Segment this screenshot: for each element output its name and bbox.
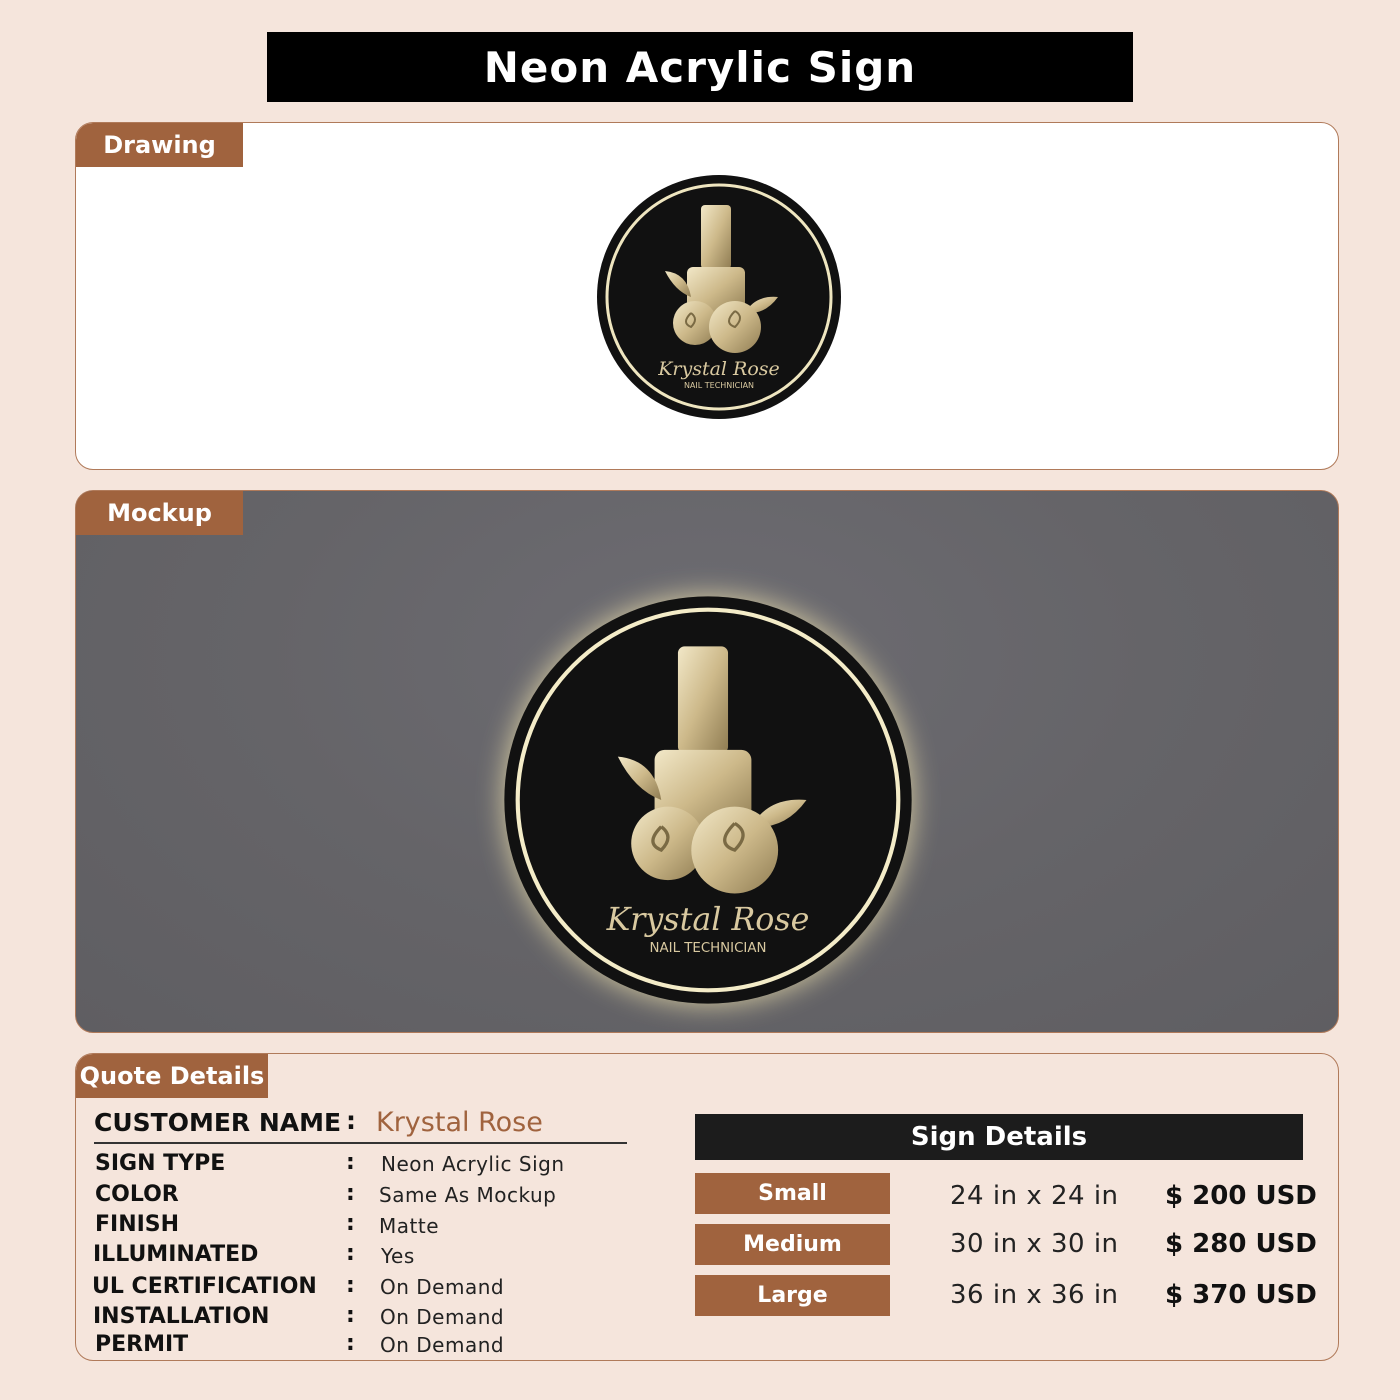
- nail-polish-bottle-with-roses-icon: [595, 173, 843, 421]
- permit-label: PERMIT: [95, 1332, 189, 1357]
- size-small-price: $ 200 USD: [1165, 1181, 1317, 1211]
- logo-name: Krystal Rose: [658, 358, 780, 380]
- color-value: Same As Mockup: [379, 1183, 557, 1207]
- customer-underline: [94, 1142, 627, 1144]
- drawing-tab: Drawing: [76, 123, 243, 167]
- size-small-dims: 24 in x 24 in: [950, 1181, 1119, 1211]
- size-large-price: $ 370 USD: [1165, 1280, 1317, 1310]
- sign-details-header: Sign Details: [695, 1114, 1303, 1160]
- finish-label: FINISH: [95, 1212, 180, 1237]
- ul-certification-colon: :: [346, 1273, 355, 1298]
- customer-name-value: Krystal Rose: [376, 1107, 543, 1138]
- quote-tab: Quote Details: [76, 1054, 268, 1098]
- customer-name-label: CUSTOMER NAME: [94, 1108, 342, 1137]
- size-large-button[interactable]: Large: [695, 1275, 890, 1316]
- mockup-tab: Mockup: [76, 491, 243, 535]
- sign-type-label: SIGN TYPE: [95, 1151, 226, 1176]
- illuminated-colon: :: [346, 1241, 355, 1266]
- sign-type-value: Neon Acrylic Sign: [381, 1152, 565, 1176]
- size-medium-button[interactable]: Medium: [695, 1224, 890, 1265]
- finish-colon: :: [346, 1211, 355, 1236]
- permit-colon: :: [346, 1331, 355, 1356]
- permit-value: On Demand: [380, 1333, 505, 1357]
- installation-value: On Demand: [380, 1305, 505, 1329]
- finish-value: Matte: [379, 1214, 439, 1238]
- ul-certification-value: On Demand: [380, 1275, 505, 1299]
- size-large-dims: 36 in x 36 in: [950, 1280, 1119, 1310]
- installation-colon: :: [346, 1303, 355, 1328]
- illuminated-label: ILLUMINATED: [93, 1242, 259, 1267]
- sign-type-colon: :: [346, 1150, 355, 1175]
- customer-name-colon: :: [346, 1106, 356, 1135]
- size-small-button[interactable]: Small: [695, 1173, 890, 1214]
- mockup-logo: [501, 593, 915, 1007]
- color-colon: :: [346, 1181, 355, 1206]
- ul-certification-label: UL CERTIFICATION: [92, 1274, 317, 1299]
- logo-subtitle: NAIL TECHNICIAN: [649, 940, 767, 956]
- illuminated-value: Yes: [381, 1244, 415, 1268]
- logo-subtitle: NAIL TECHNICIAN: [683, 381, 755, 390]
- nail-polish-bottle-with-roses-icon: [501, 593, 915, 1007]
- page-title: Neon Acrylic Sign: [267, 32, 1133, 102]
- color-label: COLOR: [95, 1182, 179, 1207]
- size-medium-price: $ 280 USD: [1165, 1229, 1317, 1259]
- installation-label: INSTALLATION: [93, 1304, 270, 1329]
- drawing-logo: [595, 173, 843, 421]
- size-medium-dims: 30 in x 30 in: [950, 1229, 1119, 1259]
- logo-name: Krystal Rose: [606, 902, 810, 939]
